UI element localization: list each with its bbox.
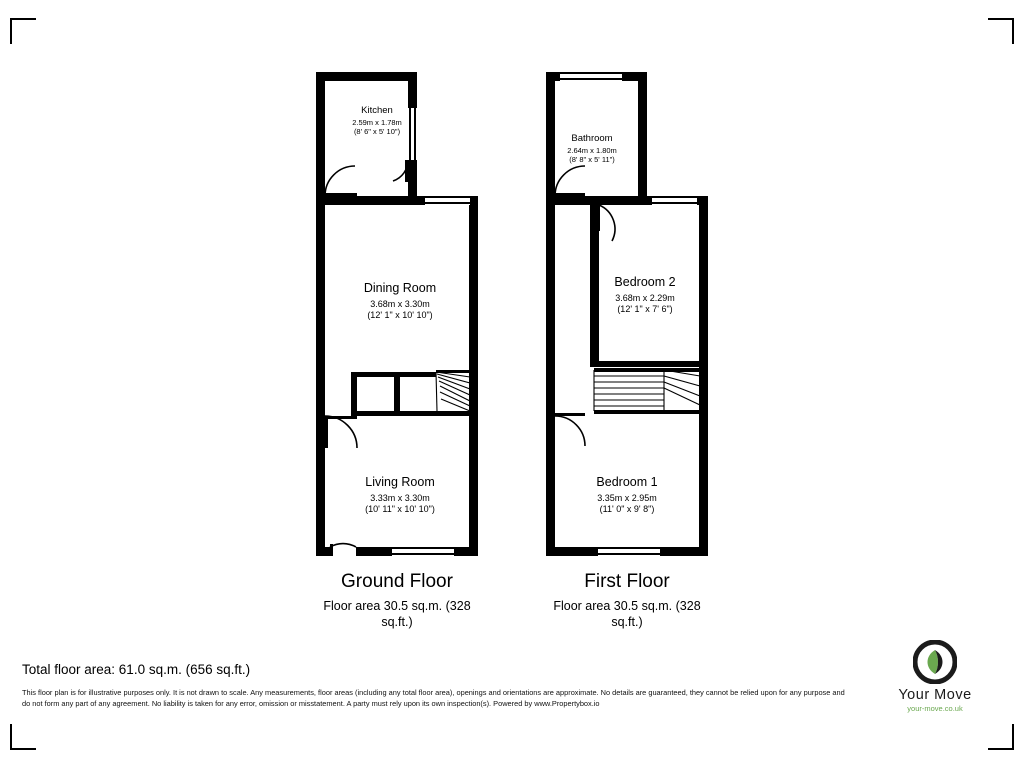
room-label-dining-room bbox=[335, 281, 465, 321]
circle-leaf-icon bbox=[913, 640, 957, 684]
room-label-kitchen bbox=[342, 105, 412, 137]
room-dimensions-metric: 3.68m x 2.29m bbox=[615, 292, 675, 303]
room-name: Living Room bbox=[365, 475, 435, 489]
brand-url: your-move.co.uk bbox=[907, 704, 963, 713]
brand-block bbox=[870, 640, 1000, 713]
room-label-bedroom-2 bbox=[585, 275, 705, 315]
disclaimer-text: This floor plan is for illustrative purposes only. It is not drawn to scale. Any measurements, floor areas (including any total floor area), openings and orientations are approximate. No details are guaranteed, they cannot be relied upon for any purpose and do not form any part of any agreement. No liability is taken for any error, omission or misstatement. A party must rely upon its own inspection(s). Powered by www.Propertybox.io bbox=[22, 688, 845, 708]
room-label-bedroom-1 bbox=[567, 475, 687, 515]
room-dimensions-imperial: (10' 11" x 10' 10") bbox=[365, 503, 435, 514]
floor-area-ground bbox=[287, 598, 507, 631]
room-name: Kitchen bbox=[361, 105, 393, 116]
room-dimensions-metric: 3.33m x 3.30m bbox=[370, 492, 430, 503]
room-name: Bedroom 1 bbox=[596, 475, 658, 489]
brand-name: Your Move bbox=[898, 687, 972, 703]
floor-title-first: First Floor bbox=[584, 571, 670, 592]
floor-area-line-1: Floor area 30.5 sq.m. (328 bbox=[323, 599, 471, 613]
room-label-bathroom bbox=[556, 133, 628, 165]
room-dimensions-imperial: (11' 0" x 9' 8") bbox=[599, 503, 655, 514]
room-dimensions-metric: 3.35m x 2.95m bbox=[597, 492, 657, 503]
room-dimensions-metric: 2.59m x 1.78m bbox=[352, 117, 402, 127]
floor-area-line-2: sq.ft.) bbox=[381, 615, 413, 630]
floor-area-first bbox=[517, 598, 737, 631]
room-name: Bathroom bbox=[571, 133, 613, 144]
room-dimensions-imperial: (8' 6" x 5' 10") bbox=[353, 127, 401, 137]
room-dimensions-metric: 3.68m x 3.30m bbox=[370, 298, 430, 309]
floor-area-line-2: sq.ft.) bbox=[611, 615, 643, 630]
room-dimensions-metric: 2.64m x 1.80m bbox=[567, 145, 617, 155]
room-dimensions-imperial: (8' 8" x 5' 11") bbox=[569, 155, 615, 165]
room-name: Bedroom 2 bbox=[614, 275, 676, 289]
floor-area-line-1: Floor area 30.5 sq.m. (328 bbox=[553, 599, 701, 613]
room-dimensions-imperial: (12' 1" x 10' 10") bbox=[367, 309, 433, 320]
room-dimensions-imperial: (12' 1" x 7' 6") bbox=[617, 303, 673, 314]
floor-title-ground: Ground Floor bbox=[341, 571, 453, 592]
room-name: Dining Room bbox=[363, 281, 437, 295]
total-floor-area-text: Total floor area: 61.0 sq.m. (656 sq.ft.) bbox=[22, 662, 251, 677]
room-label-living-room bbox=[335, 475, 465, 515]
